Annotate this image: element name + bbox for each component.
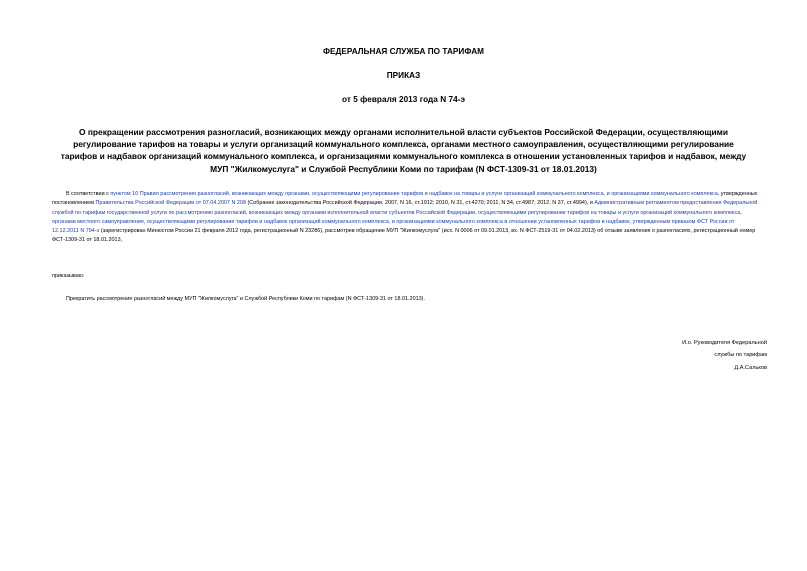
government-decree-link[interactable]: Правительства Российской Федерации от 07.04.2007 N 208	[95, 200, 246, 207]
preamble-text: (Собрание законодательства Российской Федерации, 2007, N 16, ст.1912; 2010, N 31, ст.4270; 2011, N 34, ст.4987; 2012, N 37, ст.4994), и	[245, 200, 595, 207]
agency-name: ФЕДЕРАЛЬНАЯ СЛУЖБА ПО ТАРИФАМ	[322, 47, 485, 56]
preamble-text: (зарегистрирован Минюстом России 21 февраля 2012 года, регистрационный N 23286), рассмотрев обращение МУП "Жилкомуслуга" (исх. N 0006 от 09.01.2013, вх. N ФСТ-2519-31 от 04.02.2013) об отзыве заявления о разногласиях, регистрационный номер ФСТ-1309-31 от 18.01.2013,	[52, 228, 756, 244]
signature-name: Д.А.Сальков	[734, 364, 767, 371]
preamble-paragraph	[52, 190, 760, 246]
title-line: регулирование тарифов на товары и услуги организаций коммунального комплекса, органами местного самоуправления, осуществляющими регулирование	[73, 139, 734, 150]
title-line: МУП "Жилкомуслуга" и Службой Республики Коми по тарифам (N ФСТ-1309-31 от 18.01.2013)	[210, 163, 597, 174]
document-date-number: от 5 февраля 2013 года N 74-э	[341, 95, 466, 104]
signature-block	[567, 337, 767, 374]
admin-regulation-link[interactable]: Административным регламентом предоставления Федеральной службой по тарифам государственной услуги по рассмотрению разногласий, возникающих между органами исполнительной власти субъектов Российской Федерации, осуществляющими регулирование тарифов на товары и услуги организаций коммунального комплекса, органами местного самоуправления, осуществляющими регулирование тарифов и надбавок организаций коммунального комплекса, и организациями коммунального комплекса в отношении установленных тарифов и надбавок, утвержденным приказом ФСТ России от 12.12.2011 N 794-э	[52, 200, 758, 235]
title-line: О прекращении рассмотрения разногласий, возникающих между органами исполнительной власти субъектов Российской Федерации, осуществляющими	[79, 127, 728, 137]
title-line: тарифов и надбавок организаций коммунального комплекса, и организациями коммунального комплекса в отношении установленных тарифов и надбавок, между	[60, 151, 747, 162]
rules-link[interactable]: пунктом 10 Правил рассмотрения разногласий, возникающих между органами, осуществляющими регулирование тарифов и надбавок на товары и услуги организаций коммунального комплекса, и организациями коммунального комплекса	[110, 191, 718, 197]
decision-text: Прекратить рассмотрение разногласий между МУП "Жилкомуслуга" и Службой Республики Коми по тарифам (N ФСТ-1309-31 от 18.01.2013).	[66, 296, 425, 302]
signature-position: И.о. Руководителя Федеральной	[682, 340, 767, 346]
preamble-text: , утвержденных постановлением	[52, 191, 758, 207]
document-type: ПРИКАЗ	[386, 71, 421, 80]
order-word: приказываю:	[52, 273, 85, 279]
document-title	[60, 126, 747, 175]
preamble-text: В соответствии с	[66, 191, 111, 197]
signature-agency: службы по тарифам	[714, 352, 767, 359]
decision-paragraph	[52, 295, 760, 304]
